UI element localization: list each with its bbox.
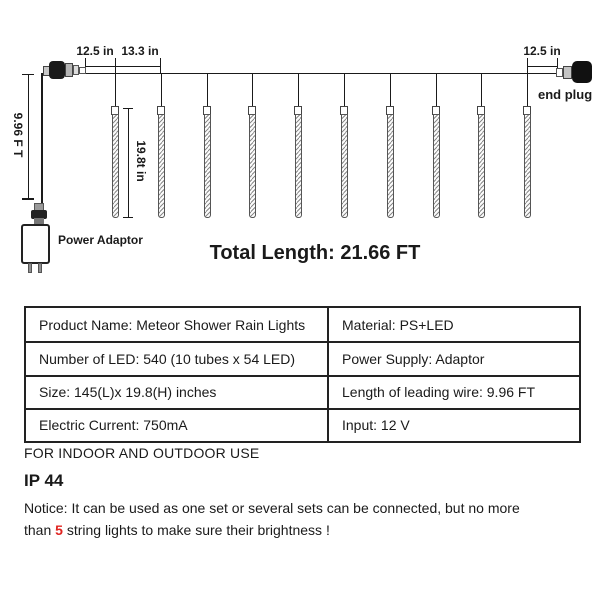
dim-line-top-right	[527, 66, 557, 67]
total-length-text: Total Length: 21.66 FT	[209, 242, 421, 264]
meteor-tube	[478, 114, 485, 218]
adaptor-prong-icon	[28, 263, 32, 273]
tube-drop-wire	[390, 73, 391, 107]
meteor-tube	[433, 114, 440, 218]
adaptor-prong-icon	[38, 263, 42, 273]
dim-label-12-5-left: 12.5 in	[76, 44, 114, 58]
spec-cell-led-count: Number of LED: 540 (10 tubes x 54 LED)	[26, 341, 327, 374]
dim-line-leading-wire	[28, 74, 30, 199]
connector-socket-icon	[65, 63, 73, 77]
dim-label-9-96-ft: 9.96 F T	[11, 112, 25, 158]
horizontal-wire	[42, 73, 574, 75]
spec-cell-material: Material: PS+LED	[327, 308, 579, 341]
dim-label-13-3: 13.3 in	[121, 44, 159, 58]
tube-drop-wire	[161, 73, 162, 107]
dim-cap	[123, 108, 133, 110]
adaptor-body-icon	[21, 224, 50, 264]
leading-wire	[41, 73, 43, 205]
dim-cap	[22, 198, 34, 200]
spec-table	[24, 306, 581, 443]
meteor-tube	[158, 114, 165, 218]
spec-cell-power-supply: Power Supply: Adaptor	[327, 341, 579, 374]
indoor-outdoor-note: FOR INDOOR AND OUTDOOR USE	[24, 445, 260, 461]
meteor-tube	[249, 114, 256, 218]
dim-line-tube-height	[128, 108, 130, 217]
spec-cell-current: Electric Current: 750mA	[26, 408, 327, 441]
power-adaptor-label: Power Adaptor	[58, 233, 143, 247]
meteor-tube	[387, 114, 394, 218]
notice-line2-prefix: than	[24, 522, 56, 538]
notice-line-2	[24, 522, 330, 538]
tube-drop-wire	[115, 73, 116, 107]
end-plug-barrel-icon	[572, 61, 592, 83]
meteor-tube	[204, 114, 211, 218]
end-plug-label: end plug	[538, 87, 593, 102]
tube-drop-wire	[481, 73, 482, 107]
meteor-tube	[112, 114, 119, 218]
end-plug-tip-icon	[556, 68, 563, 77]
end-plug-collar-icon	[563, 66, 572, 79]
connector-tip-icon	[79, 67, 86, 74]
dim-cap	[123, 217, 133, 219]
spec-cell-input: Input: 12 V	[327, 408, 579, 441]
dim-label-12-5-right: 12.5 in	[523, 44, 561, 58]
meteor-tube	[341, 114, 348, 218]
notice-highlight: 5	[55, 522, 63, 538]
dim-label-19-8-in: 19.8t in	[134, 140, 148, 182]
notice-line-1: Notice: It can be used as one set or several sets can be connected, but no more	[24, 500, 520, 516]
meteor-tube	[524, 114, 531, 218]
dim-cap	[22, 74, 34, 76]
notice-line2-suffix: string lights to make sure their brightness !	[62, 522, 330, 538]
tube-drop-wire	[207, 73, 208, 107]
tube-drop-wire	[344, 73, 345, 107]
tube-drop-wire	[527, 73, 528, 107]
dim-tick	[160, 58, 161, 73]
ip-rating: IP 44	[24, 471, 64, 490]
spec-cell-size: Size: 145(L)x 19.8(H) inches	[26, 375, 327, 408]
dim-tick	[527, 58, 528, 73]
meteor-tube	[295, 114, 302, 218]
spec-cell-product-name: Product Name: Meteor Shower Rain Lights	[39, 316, 306, 333]
tube-drop-wire	[298, 73, 299, 107]
dim-tick	[115, 58, 116, 73]
dim-line-top-left	[85, 66, 160, 67]
connector-barrel-icon	[49, 61, 65, 79]
tube-drop-wire	[252, 73, 253, 107]
spec-cell-leading-wire: Length of leading wire: 9.96 FT	[327, 375, 579, 408]
tube-drop-wire	[436, 73, 437, 107]
